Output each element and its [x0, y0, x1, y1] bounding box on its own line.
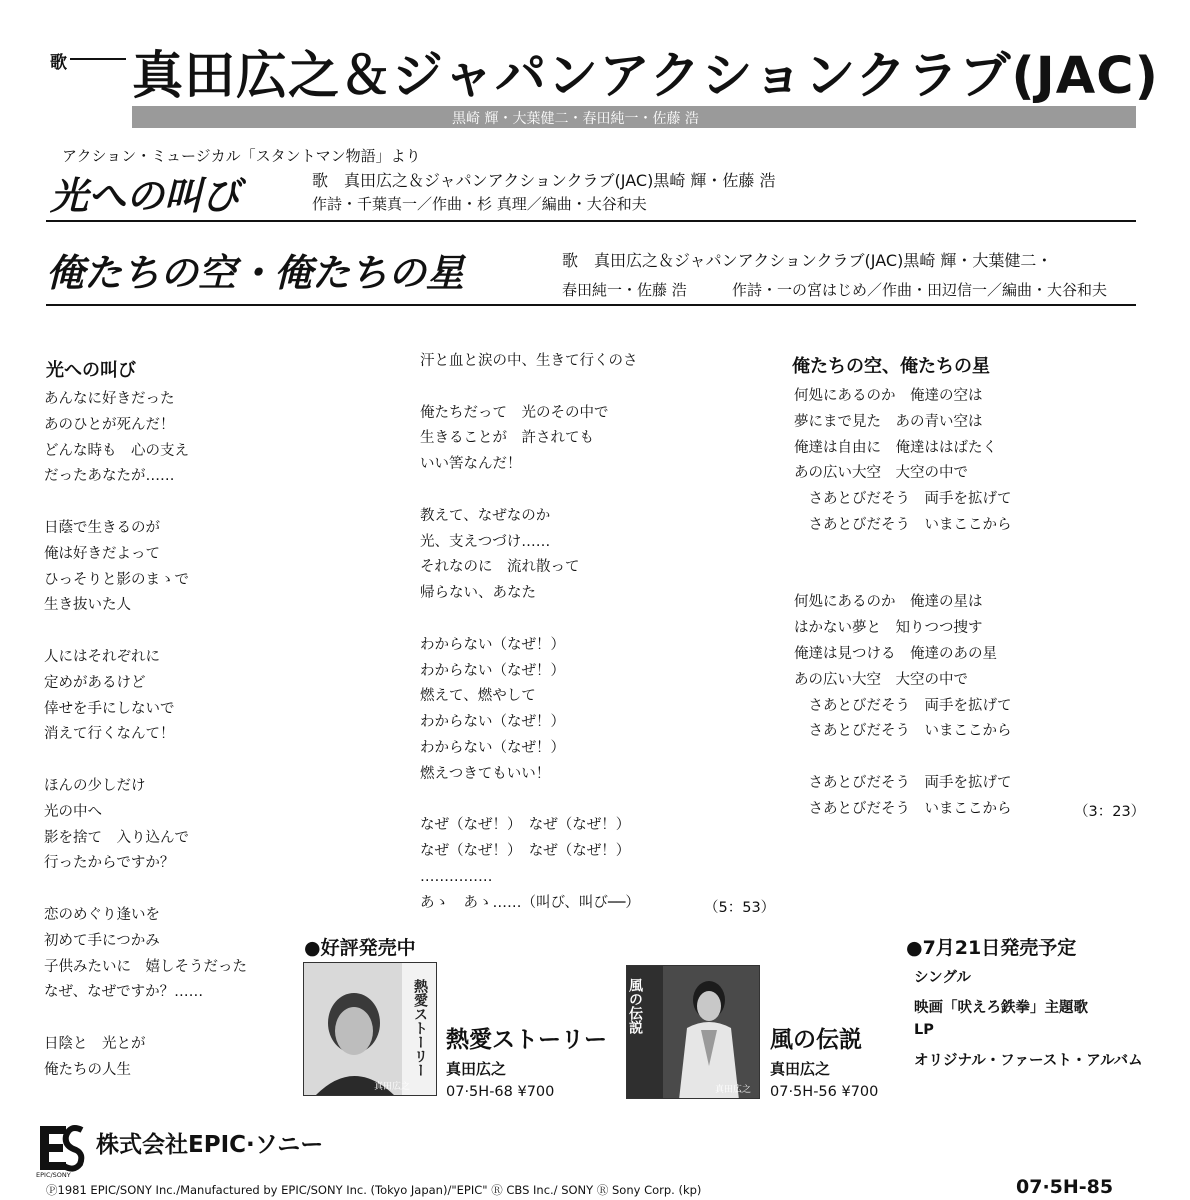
lyric-line: 帰らない、あなた [420, 585, 536, 602]
lyric-line [420, 788, 640, 814]
lyric-line [44, 748, 247, 774]
lyric-line: わからない（なぜ！） [420, 739, 565, 756]
divider [46, 304, 1136, 306]
song2-credits: 作詩・一の宮はじめ／作曲・田辺信一／編曲・大谷和夫 [732, 281, 1108, 299]
lyric-line [420, 607, 640, 633]
lyric-line: 恋のめぐり逢いを [44, 906, 160, 923]
lyric-line [44, 619, 247, 645]
lyrics-col1 [44, 387, 247, 1084]
lyric-line: それなのに 流れ散って [420, 559, 580, 576]
copyright-line: Ⓟ1981 EPIC/SONY Inc./Manufactured by EPIC/SONY Inc. (Tokyo Japan)/"EPIC" Ⓡ CBS Inc./ SONY Ⓡ Sony Corp. (kp) [46, 1183, 702, 1197]
vocal-label: 歌 [50, 53, 67, 73]
lyric-line: 子供みたいに 嬉しそうだった [44, 958, 247, 975]
lyric-line: 光の中へ [44, 803, 102, 820]
lyric-line: 行ったからですか？ [44, 855, 175, 872]
members-text: 黒崎 輝・大葉健二・春田純一・佐藤 浩 [452, 111, 699, 127]
lyric-line: 消えて行くなんて！ [44, 726, 175, 743]
vocal-label-rule [70, 58, 126, 60]
lyric-line: 夢にまで見た あの青い空は [794, 413, 983, 430]
upcoming-line: LP [914, 1022, 934, 1038]
lyric-line [44, 1006, 247, 1032]
lyric-line: 日蔭で生きるのが [44, 519, 160, 536]
release2-artist: 真田広之 [770, 1060, 831, 1078]
logo-text: EPIC/SONY [36, 1171, 71, 1178]
lyric-line: 俺達は見つける 俺達のあの星 [794, 645, 997, 662]
lyric-line: 何処にあるのか 俺達の空は [794, 388, 983, 404]
lyric-line: 俺は好きだよって [44, 545, 160, 562]
lyric-line: あの広い大空 大空の中で [794, 465, 968, 482]
epic-sony-logo [36, 1122, 86, 1178]
lyric-line: 教えて、なぜなのか [420, 507, 551, 524]
release2-catalog: 07·5H-56 ¥700 [770, 1084, 879, 1100]
song2-title: 俺たちの空・俺たちの星 [46, 251, 465, 295]
lyric-line: あんなに好きだった [44, 391, 175, 407]
lyric-line: …………… [420, 868, 493, 885]
lyrics-col3-title: 俺たちの空、俺たちの星 [792, 356, 990, 377]
company-name: 株式会社EPIC·ソニー [96, 1132, 324, 1158]
lyric-line: わからない（なぜ！） [420, 636, 565, 653]
lyric-line [420, 478, 640, 504]
lyric-line: なぜ（なぜ！） なぜ（なぜ！） [420, 817, 631, 834]
divider [46, 220, 1136, 222]
sleeve2-name: 真田広之 [715, 1085, 752, 1095]
lyric-line: 何処にあるのか 俺達の星は [794, 594, 983, 611]
song1-title: 光への叫び [50, 174, 241, 218]
release2-sleeve [626, 965, 760, 1099]
sleeve2-title: 風の伝説 [627, 978, 643, 1034]
upcoming-release-label: ●7月21日発売予定 [906, 937, 1077, 959]
lyric-line: 汗と血と涙の中、生きて行くのさ [420, 353, 638, 369]
lyric-line: さあとびだそう 両手を拡げて [794, 697, 1012, 714]
lyric-line: なぜ（なぜ！） なぜ（なぜ！） [420, 843, 631, 860]
lyric-line: 定めがあるけど [44, 674, 146, 691]
lyric-line: あの広い大空 大空の中で [794, 671, 968, 688]
song1-duration: （5：53） [704, 900, 776, 916]
lyric-line: ほんの少しだけ [44, 777, 146, 794]
lyrics-col1-title: 光への叫び [46, 360, 136, 381]
lyric-line [794, 539, 1012, 565]
lyric-line: 影を捨て 入り込んで [44, 829, 189, 846]
artist-heading: 真田広之＆ジャパンアクションクラブ(JAC) [132, 47, 1159, 106]
lyric-line: 生きることが 許されても [420, 430, 594, 447]
song2-vocal: 歌 真田広之＆ジャパンアクションクラブ(JAC)黒崎 輝・大葉健二・ [562, 251, 1053, 270]
lyric-line: わからない（なぜ！） [420, 662, 565, 679]
song1-credits: 作詩・千葉真一／作曲・杉 真理／編曲・大谷和夫 [312, 195, 647, 213]
lyric-line [794, 565, 1012, 591]
lyric-line: さあとびだそう 両手を拡げて [794, 774, 1012, 791]
lyric-line: ひっそりと影のまゝで [44, 571, 189, 588]
lyric-line: わからない（なぜ！） [420, 714, 565, 731]
release1-catalog: 07·5H-68 ¥700 [446, 1084, 555, 1100]
song2-duration: （3：23） [1074, 804, 1146, 820]
lyric-line: 俺達は自由に 俺達ははばたく [794, 439, 997, 456]
sleeve1-name: 真田広之 [374, 1082, 411, 1092]
lyric-line: 生き抜いた人 [44, 597, 131, 614]
song1-vocal: 歌 真田広之＆ジャパンアクションクラブ(JAC)黒崎 輝・佐藤 浩 [312, 171, 776, 190]
lyric-line: 光、支えつづけ…… [420, 533, 551, 550]
lyrics-col2 [420, 349, 640, 917]
song1-source: アクション・ミュージカル「スタントマン物語」より [62, 147, 421, 165]
lyrics-col3 [794, 384, 1012, 823]
lyric-line: 初めて手につかみ [44, 932, 160, 949]
portrait-illustration [627, 966, 760, 1099]
lyric-line: どんな時も 心の支え [44, 442, 189, 459]
lyric-line [420, 375, 640, 401]
lyric-line [44, 877, 247, 903]
portrait-illustration [304, 963, 437, 1096]
upcoming-line: シングル [914, 970, 971, 986]
lyric-line: 俺たちの人生 [44, 1061, 131, 1078]
lyric-line: なぜ、なぜですか？…… [44, 984, 204, 1001]
lyric-line: 倖せを手にしないで [44, 700, 175, 717]
lyric-line: だったあなたが…… [44, 468, 175, 485]
lyric-line: はかない夢と 知りつつ捜す [794, 620, 983, 637]
lyric-line: 燃えつきてもいい！ [420, 765, 551, 782]
lyric-line: 人にはそれぞれに [44, 648, 160, 665]
lyric-line [44, 490, 247, 516]
lyric-line: 燃えて、燃やして [420, 688, 536, 705]
release1-sleeve [303, 962, 437, 1096]
lyric-line: さあとびだそう 両手を拡げて [794, 491, 1012, 508]
lyric-line [794, 745, 1012, 771]
lyric-line: さあとびだそう いまここから [794, 800, 1012, 817]
release1-artist: 真田広之 [446, 1060, 507, 1078]
release2-title: 風の伝説 [770, 1027, 862, 1053]
now-on-sale-label: ●好評発売中 [304, 937, 416, 959]
lyric-line: さあとびだそう いまここから [794, 723, 1012, 740]
sleeve1-title: 熱愛ストーリー [412, 979, 428, 1077]
catalog-number: 07·5H-85 [1016, 1176, 1114, 1198]
lyric-line: 日陰と 光とが [44, 1035, 146, 1052]
lyric-line: あのひとが死んだ！ [44, 416, 175, 433]
upcoming-line: オリジナル・ファースト・アルバム [914, 1053, 1143, 1069]
release1-title: 熱愛ストーリー [446, 1027, 607, 1053]
lyric-line: さあとびだそう いまここから [794, 516, 1012, 533]
song2-vocal-cont: 春田純一・佐藤 浩 [562, 281, 687, 299]
lyric-line: 俺たちだって 光のその中で [420, 404, 609, 421]
upcoming-line: 映画「吠えろ鉄拳」主題歌 [914, 1000, 1088, 1016]
lyric-line: あゝ あゝ……（叫び、叫び──） [420, 894, 640, 911]
lyric-line: いい筈なんだ！ [420, 456, 522, 473]
